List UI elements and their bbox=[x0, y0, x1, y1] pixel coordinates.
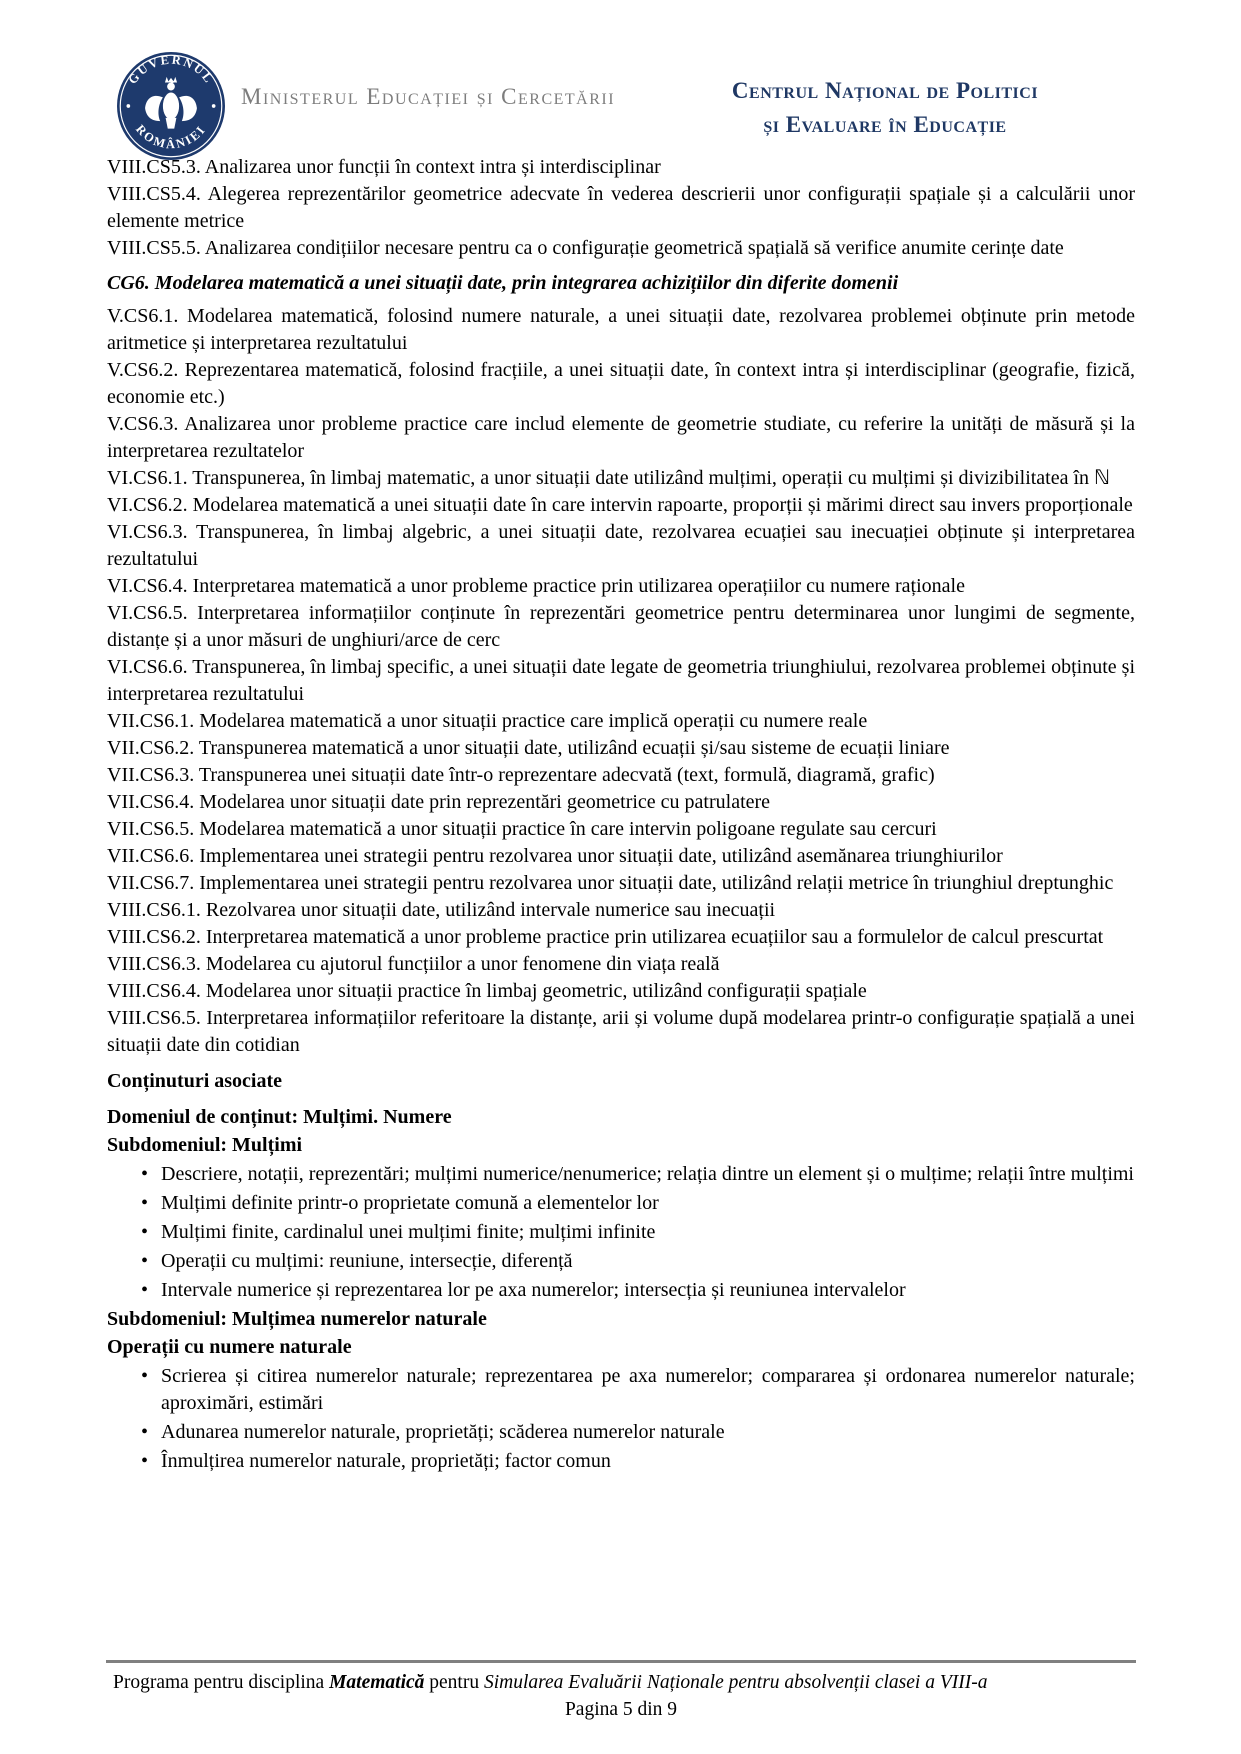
bullet-text: Adunarea numerelor naturale, proprietăți; scăderea numerelor naturale bbox=[161, 1421, 725, 1443]
bullet-item bbox=[107, 1190, 1135, 1217]
paragraph: VII.CS6.2. Transpunerea matematică a unor situații date, utilizând ecuații și/sau sisteme de ecuații liniare bbox=[107, 737, 950, 759]
bullet-text: Scrierea și citirea numerelor naturale; reprezentarea pe axa numerelor; compararea și ordonarea numerelor naturale; aproximări, estimări bbox=[161, 1365, 1135, 1414]
seal-left-dot bbox=[127, 104, 131, 108]
bullet-text: Înmulțirea numerelor naturale, proprietăți; factor comun bbox=[161, 1450, 611, 1472]
bullet-text: Mulțimi finite, cardinalul unei mulțimi finite; mulțimi infinite bbox=[161, 1221, 656, 1243]
bullet-text: Intervale numerice și reprezentarea lor pe axa numerelor; intersecția și reuniunea intervalelor bbox=[161, 1279, 906, 1301]
bullet-icon: • bbox=[141, 1450, 149, 1472]
seal-bottom-text: ROMÂNIEI bbox=[133, 122, 209, 152]
footer-text-segment: pentru bbox=[424, 1672, 484, 1693]
paragraph: VII.CS6.4. Modelarea unor situații date prin reprezentări geometrice cu patrulatere bbox=[107, 791, 771, 813]
paragraph: VIII.CS6.3. Modelarea cu ajutorul funcțiilor a unor fenomene din viața reală bbox=[107, 953, 720, 975]
section-heading: Subdomeniul: Mulțimea numerelor naturale bbox=[107, 1308, 487, 1330]
paragraph: V.CS6.2. Reprezentarea matematică, folosind fracțiile, a unei situații date, în context intra și interdisciplinar (geografie, fizică, economie etc.) bbox=[107, 359, 1135, 408]
center-name bbox=[640, 74, 1130, 142]
paragraph: VI.CS6.2. Modelarea matematică a unei situații date în care intervin rapoarte, proporții și mărimi direct sau invers proporționale bbox=[107, 494, 1133, 516]
center-name-line2: și Evaluare în Educație bbox=[763, 112, 1007, 137]
bullet-text: Operații cu mulțimi: reuniune, intersecție, diferență bbox=[161, 1250, 573, 1272]
footer-rule bbox=[106, 1660, 1136, 1663]
government-seal-logo bbox=[117, 52, 225, 160]
bullet-item bbox=[107, 1277, 1135, 1304]
bullet-icon: • bbox=[141, 1421, 149, 1443]
page-number: Pagina 5 din 9 bbox=[564, 1699, 678, 1720]
paragraph: VIII.CS6.4. Modelarea unor situații practice în limbaj geometric, utilizând configurații spațiale bbox=[107, 980, 867, 1002]
paragraph: VI.CS6.5. Interpretarea informațiilor conținute în reprezentări geometrice pentru determinarea unor lungimi de segmente, distanțe și a unor măsuri de unghiuri/arce de cerc bbox=[107, 602, 1135, 651]
paragraph: VI.CS6.4. Interpretarea matematică a unor probleme practice prin utilizarea operațiilor cu numere raționale bbox=[107, 575, 965, 597]
bullet-text: Descriere, notații, reprezentări; mulțimi numerice/nenumerice; relația dintre un element și o mulțime; relații între mulțimi bbox=[161, 1163, 1134, 1185]
content bbox=[107, 154, 1135, 1477]
footer-text-segment: Programa pentru disciplina bbox=[113, 1672, 330, 1693]
bullet-item bbox=[107, 1363, 1135, 1417]
bullet-icon: • bbox=[141, 1250, 149, 1272]
section-heading: Subdomeniul: Mulțimi bbox=[107, 1134, 303, 1156]
bullet-item bbox=[107, 1248, 1135, 1275]
paragraph: VIII.CS6.2. Interpretarea matematică a unor probleme practice prin utilizarea ecuațiilor sau a formulelor de calcul prescurtat bbox=[107, 926, 1104, 948]
footer-line bbox=[107, 1669, 1135, 1696]
paragraph: VIII.CS5.4. Alegerea reprezentărilor geometrice adecvate în vederea descrierii unor configurații spațiale și a calculării unor elemente metrice bbox=[107, 183, 1135, 232]
section-heading: Domeniul de conținut: Mulțimi. Numere bbox=[107, 1106, 452, 1128]
paragraph: VIII.CS5.5. Analizarea condițiilor necesare pentru ca o configurație geometrică spațială să verifice anumite cerințe date bbox=[107, 237, 1064, 259]
bullet-icon: • bbox=[141, 1365, 149, 1387]
section-heading: CG6. Modelarea matematică a unei situații date, prin integrarea achizițiilor din diferite domenii bbox=[107, 272, 899, 294]
bullet-item bbox=[107, 1448, 1135, 1475]
bullet-item bbox=[107, 1219, 1135, 1246]
paragraph: VI.CS6.1. Transpunerea, în limbaj matematic, a unor situații date utilizând mulțimi, operații cu mulțimi și divizibilitatea în ℕ bbox=[107, 467, 1111, 489]
paragraph: VII.CS6.6. Implementarea unei strategii pentru rezolvarea unor situații date, utilizând asemănarea triunghiurilor bbox=[107, 845, 1003, 867]
bullet-item bbox=[107, 1161, 1135, 1188]
section-heading: Conținuturi asociate bbox=[107, 1070, 282, 1092]
bullet-icon: • bbox=[141, 1279, 149, 1301]
paragraph: VIII.CS6.1. Rezolvarea unor situații date, utilizând intervale numerice sau inecuații bbox=[107, 899, 776, 921]
seal-right-dot bbox=[212, 104, 216, 108]
bullet-icon: • bbox=[141, 1192, 149, 1214]
paragraph: VII.CS6.1. Modelarea matematică a unor situații practice care implică operații cu numere reale bbox=[107, 710, 868, 732]
paragraph: VIII.CS6.5. Interpretarea informațiilor referitoare la distanțe, arii și volume după modelarea printr-o configurație spațială a unei situații date din cotidian bbox=[107, 1007, 1135, 1056]
paragraph: V.CS6.3. Analizarea unor probleme practice care includ elemente de geometrie studiate, cu referire la unități de măsură și la interpretarea rezultatelor bbox=[107, 413, 1135, 462]
paragraph: VI.CS6.3. Transpunerea, în limbaj algebric, a unei situații date, rezolvarea ecuației sau inecuației obținute și interpretarea rezultatului bbox=[107, 521, 1135, 570]
seal-top-text: GUVERNUL bbox=[125, 52, 217, 87]
footer-text-segment: Matematică bbox=[329, 1672, 425, 1693]
paragraph: VI.CS6.6. Transpunerea, în limbaj specific, a unei situații date legate de geometria triunghiului, rezolvarea problemei obținute și interpretarea rezultatului bbox=[107, 656, 1135, 705]
page-footer bbox=[107, 1669, 1135, 1723]
paragraph: V.CS6.1. Modelarea matematică, folosind numere naturale, a unei situații date, rezolvarea problemei obținute prin metode aritmetice și interpretarea rezultatului bbox=[107, 305, 1135, 354]
section-heading: Operații cu numere naturale bbox=[107, 1336, 352, 1358]
bullet-item bbox=[107, 1419, 1135, 1446]
paragraph: VIII.CS5.3. Analizarea unor funcții în context intra și interdisciplinar bbox=[107, 156, 661, 178]
footer-text-segment: Simularea Evaluării Naționale bbox=[483, 1672, 729, 1693]
bullet-icon: • bbox=[141, 1221, 149, 1243]
center-name-line1: Centrul Național de Politici bbox=[731, 78, 1039, 103]
bullet-icon: • bbox=[141, 1163, 149, 1185]
ministry-name: Ministerul Educației și Cercetării bbox=[241, 84, 616, 109]
footer-text-segment: pentru absolvenții clasei a VIII-a bbox=[728, 1672, 988, 1693]
paragraph: VII.CS6.7. Implementarea unei strategii pentru rezolvarea unor situații date, utilizând relații metrice în triunghiul dreptunghic bbox=[107, 872, 1114, 894]
paragraph: VII.CS6.3. Transpunerea unei situații date într-o reprezentare adecvată (text, formulă, diagramă, grafic) bbox=[107, 764, 935, 786]
bullet-text: Mulțimi definite printr-o proprietate comună a elementelor lor bbox=[161, 1192, 659, 1214]
paragraph: VII.CS6.5. Modelarea matematică a unor situații practice în care intervin poligoane regulate sau cercuri bbox=[107, 818, 937, 840]
